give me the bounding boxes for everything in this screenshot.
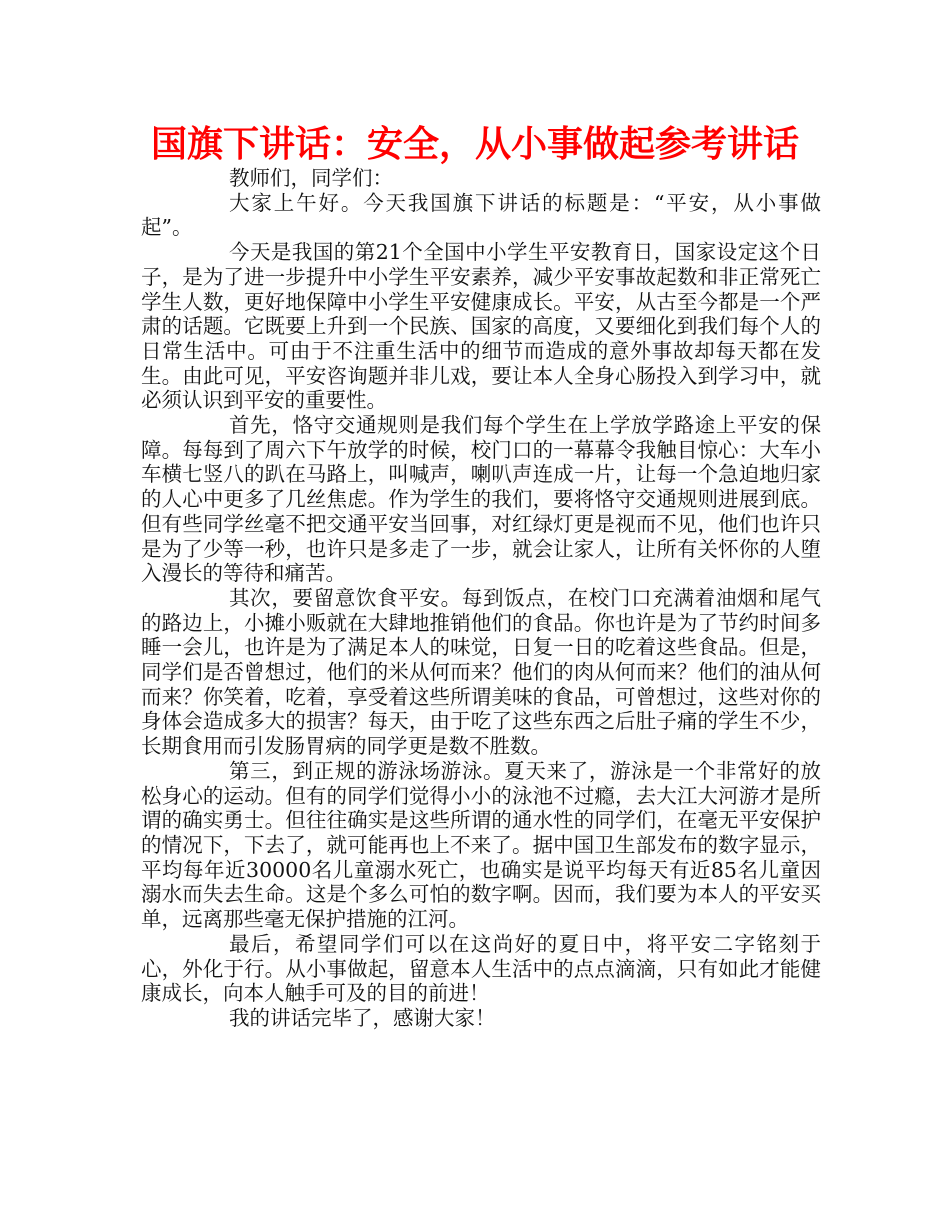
paragraph-greeting: 大家上午好。今天我国旗下讲话的标题是：“平安，从小事做起”。 (141, 190, 821, 240)
paragraph-intro: 今天是我国的第21个全国中小学生平安教育日，国家设定这个日子，是为了进一步提升中小学生平安素养，减少平安事故起数和非正常死亡学生人数，更好地保障中小学生平安健康成长。平安，从古至今都是一个严肃的话题。它既要上升到一个民族、国家的高度，又要细化到我们每个人的日常生活中。可由于不注重生活中的细节而造成的意外事故却每天都在发生。由此可见，平安咨询题并非儿戏，要让本人全身心肠投入到学习中，就必须认识到平安的重要性。 (141, 240, 821, 413)
document-title: 国旗下讲话：安全，从小事做起参考讲话 (150, 124, 799, 165)
paragraph-swimming-safety: 第三，到正规的游泳场游泳。夏天来了，游泳是一个非常好的放松身心的运动。但有的同学们觉得小小的泳池不过瘾，去大江大河游才是所谓的确实勇士。但往往确实是这些所谓的通水性的同学们，在毫无平安保护的情况下，下去了，就可能再也上不来了。据中国卫生部发布的数字显示，平均每年近30000名儿童溺水死亡，也确实是说平均每天有近85名儿童因溺水而失去生命。这是个多么可怕的数字啊。因而，我们要为本人的平安买单，远离那些毫无保护措施的江河。 (141, 758, 821, 932)
paragraph-conclusion: 最后，希望同学们可以在这尚好的夏日中，将平安二字铭刻于心，外化于行。从小事做起，留意本人生活中的点点滴滴，只有如此才能健康成长，向本人触手可及的目的前进！ (141, 931, 821, 1006)
document-body (141, 166, 821, 1031)
paragraph-salutation: 教师们，同学们： (229, 166, 393, 190)
paragraph-traffic-safety: 首先，恪守交通规则是我们每个学生在上学放学路途上平安的保障。每每到了周六下午放学的时候，校门口的一幕幕令我触目惊心：大车小车横七竖八的趴在马路上，叫喊声，喇叭声连成一片，让每一个急迫地归家的人心中更多了几丝焦虑。作为学生的我们，要将恪守交通规则进展到底。但有些同学丝毫不把交通平安当回事，对红绿灯更是视而不见，他们也许只是为了少等一秒，也许只是多走了一步，就会让家人，让所有关怀你的人堕入漫长的等待和痛苦。 (141, 413, 821, 586)
paragraph-closing: 我的讲话完毕了，感谢大家！ (229, 1005, 496, 1030)
paragraph-food-safety: 其次，要留意饮食平安。每到饭点，在校门口充满着油烟和尾气的路边上，小摊小贩就在大肆地推销他们的食品。你也许是为了节约时间多睡一会儿，也许是为了满足本人的味觉，日复一日的吃着这些食品。但是，同学们是否曾想过，他们的米从何而来？他们的肉从何而来？他们的油从何而来？你笑着，吃着，享受着这些所谓美味的食品，可曾想过，这些对你的身体会造成多大的损害？每天，由于吃了这些东西之后肚子痛的学生不少，长期食用而引发肠胃病的同学更是数不胜数。 (141, 585, 821, 759)
